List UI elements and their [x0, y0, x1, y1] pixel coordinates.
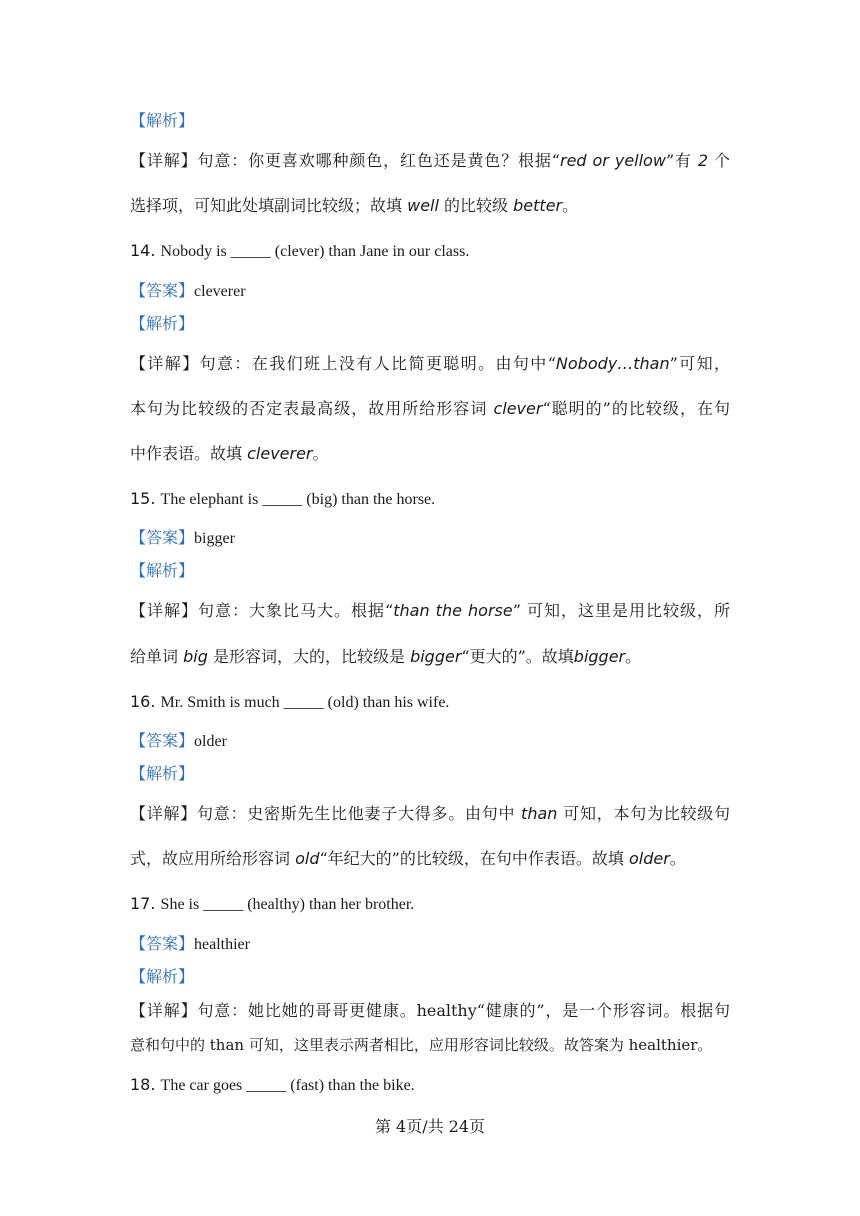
detail-text: Nobody…than [555, 354, 670, 373]
question-text: Mr. Smith is much _____ (old) than his wife. [160, 694, 450, 711]
detail-line [130, 1034, 712, 1056]
question-number: 15. [130, 489, 156, 508]
question-line [130, 1074, 415, 1097]
detail-text: 句意：她比她的哥哥更健康。healthy“健康的”，是一个形容词。根据句 [197, 1001, 730, 1020]
detail-text: ” 可知，这里是用比较级，所 [512, 601, 730, 620]
answer-text: cleverer [194, 283, 246, 300]
question-number: 18. [130, 1075, 156, 1094]
detail-text: “更大的”。故填 [461, 647, 574, 666]
detail-text: 句意：你更喜欢哪种颜色，红色还是黄色？根据“ [197, 151, 560, 170]
answer-text: bigger [194, 530, 235, 547]
question-line [130, 691, 449, 714]
detail-text: 句意：大象比马大。根据“ [198, 601, 394, 620]
detail-text: 意和句中的 than 可知，这里表示两者相比，应用形容词比较级。故答案为 healthier。 [130, 1036, 713, 1054]
detail-text: red or yellow [559, 151, 666, 170]
answer-text: older [194, 733, 227, 750]
analysis-label: 【解析】 [130, 111, 195, 130]
page-number: 第 4页/共 24页 [374, 1117, 486, 1136]
detail-line [130, 646, 641, 668]
answer-line [130, 280, 246, 303]
detail-text: 。 [625, 647, 642, 666]
detail-text: than [521, 804, 558, 823]
detail-text: 。 [312, 444, 329, 463]
detail-line [130, 803, 730, 825]
detail-text: “聪明的”的比较级，在句 [542, 399, 730, 418]
detail-text: 个 [714, 151, 731, 170]
question-number: 16. [130, 692, 156, 711]
detail-text: 的比较级 [444, 196, 509, 215]
question-text: She is _____ (healthy) than her brother. [160, 896, 415, 913]
detail-line [130, 398, 730, 420]
detail-text: “年纪大的”的比较级，在句中作表语。故填 [319, 849, 624, 868]
detail-text: old [295, 849, 320, 868]
detail-label: 【详解】 [130, 354, 200, 373]
question-text: The car goes _____ (fast) than the bike. [160, 1077, 415, 1094]
detail-text: cleverer [247, 444, 313, 463]
detail-text: 中作表语。故填 [130, 444, 243, 463]
analysis-label: 【解析】 [130, 314, 195, 333]
detail-text: 2 [697, 151, 709, 170]
answer-label: 【答案】 [130, 528, 195, 547]
answer-text: healthier [194, 936, 250, 953]
detail-line [130, 848, 686, 870]
detail-text: 给单词 [130, 647, 179, 666]
detail-line [130, 353, 730, 375]
detail-text: 句意：史密斯先生比他妻子大得多。由句中 [197, 804, 516, 823]
detail-text: 本句为比较级的否定表最高级，故用所给形容词 [130, 399, 488, 418]
detail-text: big [183, 647, 208, 666]
question-number: 14. [130, 241, 156, 260]
detail-line [130, 150, 730, 172]
detail-text: older [628, 849, 670, 868]
detail-text: ”可知， [669, 354, 730, 373]
detail-text: clever [493, 399, 543, 418]
analysis-label: 【解析】 [130, 561, 195, 580]
detail-text: 选择项，可知此处填副词比较级；故填 [130, 196, 403, 215]
detail-text: ”有 [665, 151, 692, 170]
question-line [130, 893, 414, 916]
answer-line [130, 527, 235, 550]
question-line [130, 488, 435, 511]
detail-text: 是形容词，大的，比较级是 [212, 647, 405, 666]
answer-line [130, 933, 250, 956]
answer-line [130, 730, 227, 753]
detail-line [130, 195, 578, 217]
detail-label: 【详解】 [130, 1001, 198, 1020]
question-number: 17. [130, 894, 156, 913]
detail-text: 式，故应用所给形容词 [130, 849, 291, 868]
detail-text: better [513, 196, 563, 215]
detail-label: 【详解】 [130, 151, 198, 170]
detail-label: 【详解】 [130, 601, 199, 620]
detail-text: 可知，本句为比较级句 [563, 804, 730, 823]
detail-text: 句意：在我们班上没有人比简更聪明。由句中“ [199, 354, 556, 373]
answer-label: 【答案】 [130, 731, 195, 750]
detail-line [130, 600, 730, 622]
detail-line [130, 443, 329, 465]
question-line [130, 240, 469, 263]
detail-text: well [407, 196, 439, 215]
question-text: The elephant is _____ (big) than the horse. [160, 491, 436, 508]
answer-label: 【答案】 [130, 281, 195, 300]
detail-line [130, 1000, 730, 1022]
detail-text: than the horse [393, 601, 513, 620]
answer-label: 【答案】 [130, 934, 195, 953]
analysis-label: 【解析】 [130, 967, 195, 986]
detail-text: 。 [562, 196, 579, 215]
analysis-label: 【解析】 [130, 764, 195, 783]
detail-text: bigger [573, 647, 626, 666]
detail-label: 【详解】 [130, 804, 197, 823]
question-text: Nobody is _____ (clever) than Jane in our class. [160, 243, 470, 260]
detail-text: 。 [669, 849, 686, 868]
detail-text: bigger [410, 647, 462, 666]
